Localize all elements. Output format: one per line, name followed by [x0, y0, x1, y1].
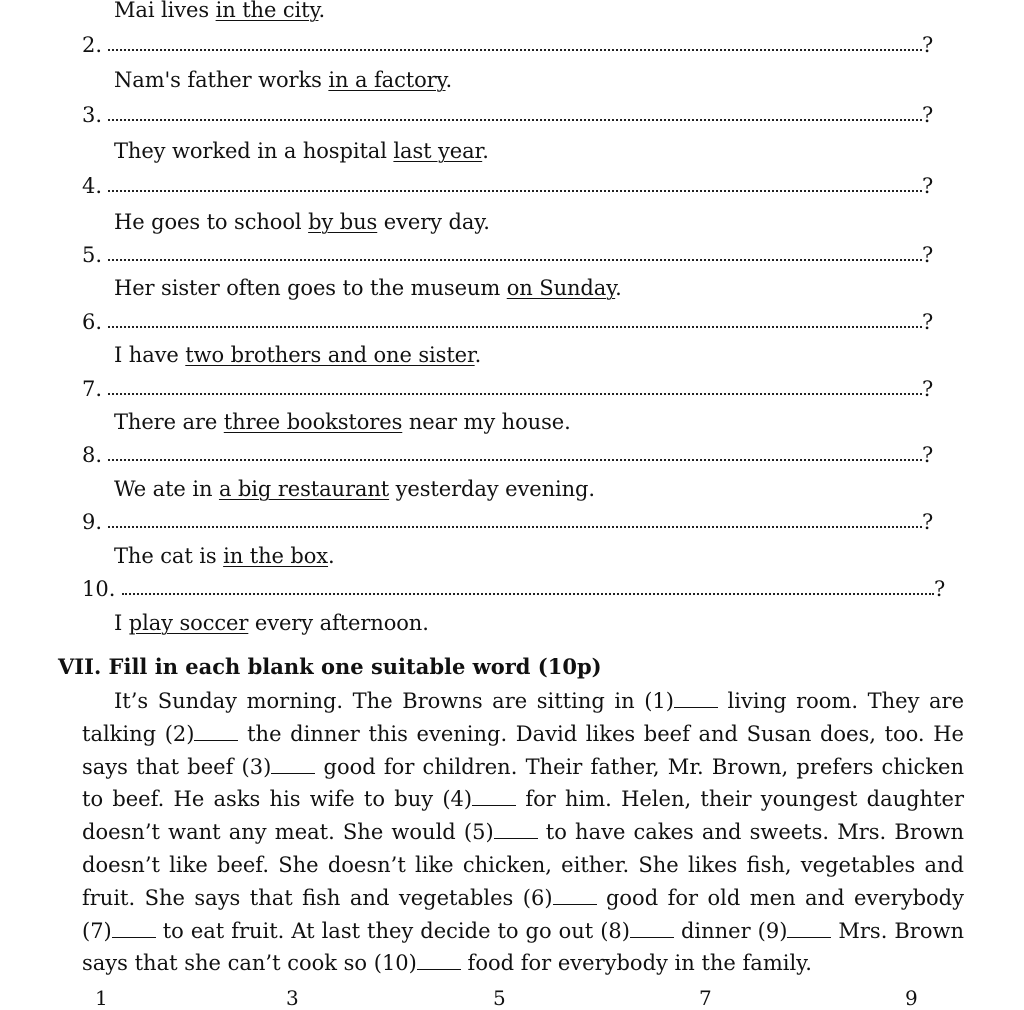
- cloze-passage: [82, 685, 964, 980]
- question-mark: ?: [922, 33, 934, 57]
- blank-9[interactable]: [787, 919, 831, 938]
- blank-6[interactable]: [553, 886, 597, 905]
- question-blank-7[interactable]: [108, 377, 934, 401]
- question-number-10: 10.: [82, 577, 116, 601]
- answer-line-4: [114, 210, 490, 234]
- blank-8[interactable]: [630, 919, 674, 938]
- question-mark: ?: [934, 577, 946, 601]
- blank-4[interactable]: [472, 787, 516, 806]
- answer-text-end: .: [328, 544, 335, 568]
- answer-number-1: 1: [95, 986, 108, 1010]
- question-number-9: 9.: [82, 510, 103, 534]
- question-blank-4[interactable]: [108, 174, 934, 198]
- underlined-phrase: in a factory: [328, 68, 446, 92]
- answer-text: There are: [114, 410, 224, 434]
- passage-text: to eat fruit. At last they decide to go out (8): [155, 918, 630, 943]
- question-number-8: 8.: [82, 443, 103, 467]
- passage-text: good for children. Their father, Mr. Brown, prefers chicken to beef. He asks his wife to buy (4): [82, 754, 964, 812]
- blank-10[interactable]: [417, 951, 461, 970]
- answer-number-3: 3: [286, 986, 299, 1010]
- question-mark: ?: [922, 443, 934, 467]
- question-mark: ?: [922, 510, 934, 534]
- passage-text: to have cakes and sweets. Mrs. Brown doesn’t like beef. She doesn’t like chicken, either. She likes fish, vegetables and fruit. She says that fish and vegetables (6): [82, 820, 964, 910]
- answer-line-1: [114, 0, 325, 22]
- answer-text-end: every afternoon.: [248, 611, 429, 635]
- answer-line-6: [114, 343, 481, 367]
- passage-text: good for old men and everybody (7): [82, 885, 964, 943]
- answer-text-end: .: [615, 276, 622, 300]
- answer-line-10: [114, 611, 429, 635]
- answer-line-9: [114, 544, 335, 568]
- answer-number-5: 5: [493, 986, 506, 1010]
- underlined-phrase: three bookstores: [223, 410, 403, 434]
- question-blank-6[interactable]: [108, 310, 934, 334]
- answer-line-7: [114, 410, 571, 434]
- answer-text: They worked in a hospital: [114, 139, 394, 163]
- answer-text: I have: [114, 343, 186, 367]
- blank-5[interactable]: [494, 820, 538, 839]
- passage-text: It’s Sunday morning. The Browns are sitting in (1): [114, 689, 674, 713]
- underlined-phrase: last year: [393, 139, 483, 163]
- blank-3[interactable]: [271, 755, 315, 774]
- blank-1[interactable]: [674, 689, 718, 708]
- answer-text-end: every day.: [377, 210, 490, 234]
- underlined-phrase: on Sunday: [506, 276, 616, 300]
- answer-line-3: [114, 139, 489, 163]
- answer-text: Her sister often goes to the museum: [114, 276, 507, 300]
- question-mark: ?: [922, 243, 934, 267]
- question-blank-2[interactable]: [108, 33, 934, 57]
- underlined-phrase: in the city: [215, 0, 319, 22]
- question-blank-9[interactable]: [108, 510, 934, 534]
- question-mark: ?: [922, 174, 934, 198]
- question-number-5: 5.: [82, 243, 103, 267]
- answer-line-5: [114, 276, 622, 300]
- answer-text: Nam's father works: [114, 68, 329, 92]
- underlined-phrase: in the box: [223, 544, 329, 568]
- passage-text: for him. Helen, their youngest daughter doesn’t want any meat. She would (5): [82, 787, 965, 845]
- passage-text: the dinner this evening. David likes beef and Susan does, too. He says that beef (3): [82, 721, 964, 779]
- question-number-2: 2.: [82, 33, 103, 57]
- section-heading: VII. Fill in each blank one suitable word (10p): [58, 654, 602, 679]
- question-number-3: 3.: [82, 103, 103, 127]
- question-number-4: 4.: [82, 174, 103, 198]
- answer-number-7: 7: [699, 986, 712, 1010]
- question-mark: ?: [922, 310, 934, 334]
- underlined-phrase: play soccer: [128, 611, 249, 635]
- answer-text-end: .: [482, 139, 489, 163]
- answer-text-end: yesterday evening.: [389, 477, 595, 501]
- answer-text-end: near my house.: [402, 410, 571, 434]
- answer-text-end: .: [445, 68, 453, 92]
- question-mark: ?: [922, 377, 934, 401]
- question-blank-5[interactable]: [108, 243, 934, 267]
- question-mark: ?: [922, 103, 934, 127]
- passage-text: dinner (9): [673, 918, 788, 943]
- answer-line-2: [114, 68, 452, 92]
- question-blank-8[interactable]: [108, 443, 934, 467]
- question-number-6: 6.: [82, 310, 103, 334]
- answer-text: I: [114, 611, 129, 635]
- underlined-phrase: by bus: [308, 210, 378, 234]
- answer-text: He goes to school: [114, 210, 309, 234]
- blank-7[interactable]: [112, 919, 156, 938]
- answer-text: The cat is: [114, 544, 224, 568]
- question-blank-10[interactable]: [122, 577, 948, 601]
- underlined-phrase: a big restaurant: [218, 477, 390, 501]
- answer-text-end: .: [318, 0, 326, 22]
- answer-text: Mai lives: [114, 0, 216, 22]
- blank-2[interactable]: [194, 722, 238, 741]
- answer-text: We ate in: [114, 477, 219, 501]
- answer-number-9: 9: [905, 986, 918, 1010]
- passage-text: food for everybody in the family.: [460, 951, 812, 976]
- passage-text: Mrs. Brown says that she can’t cook so (10): [82, 918, 964, 976]
- question-number-7: 7.: [82, 377, 103, 401]
- answer-line-8: [114, 477, 595, 501]
- question-blank-3[interactable]: [108, 103, 934, 127]
- answer-text-end: .: [474, 343, 482, 367]
- underlined-phrase: two brothers and one sister: [185, 343, 475, 367]
- passage-text: living room. They are talking (2): [82, 689, 964, 746]
